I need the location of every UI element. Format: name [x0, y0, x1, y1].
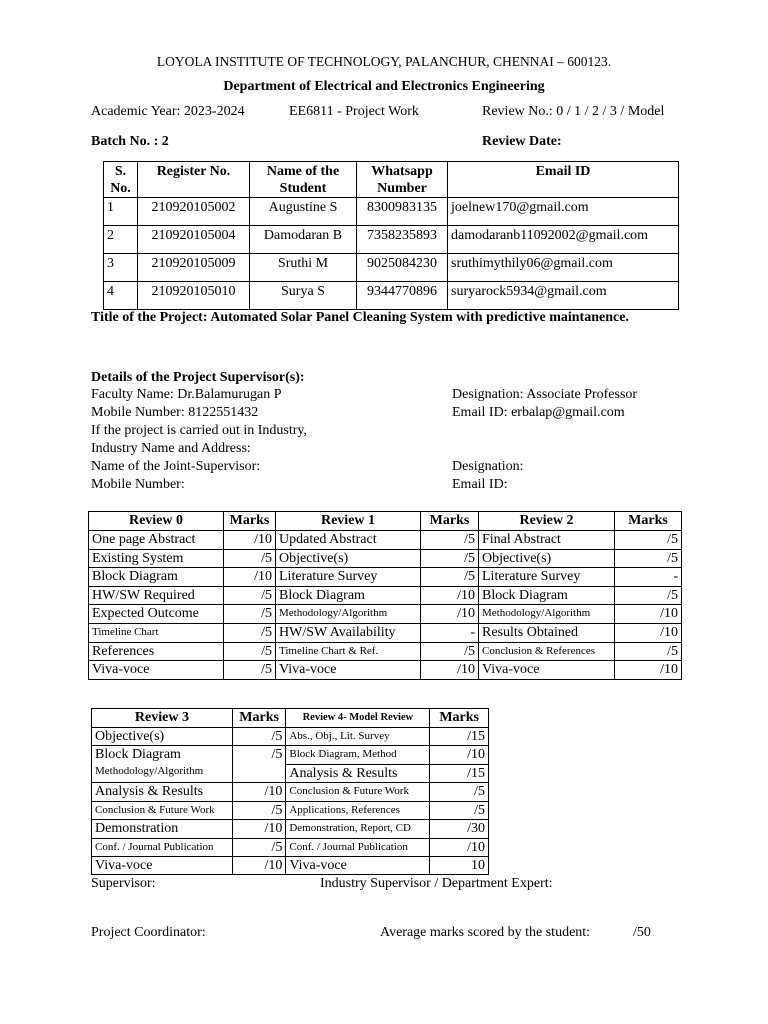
criterion-line: Block Diagram [95, 747, 181, 763]
project-title: Title of the Project: Automated Solar Panel Cleaning System with predictive maintanence. [91, 310, 629, 325]
review-table-0-1-2 [88, 511, 682, 680]
criterion: Viva-voce [276, 661, 421, 680]
cell-phone: 7358235893 [357, 226, 448, 254]
criterion: Objective(s) [276, 549, 421, 568]
criterion: One page Abstract [89, 531, 224, 550]
criterion: Methodology/Algorithm [479, 605, 615, 624]
marks: /5 [421, 549, 479, 568]
table-row [92, 838, 489, 856]
table-row [89, 568, 682, 587]
marks: /5 [232, 838, 285, 856]
header-marks: Marks [224, 512, 276, 531]
cell-register: 210920105009 [138, 254, 250, 282]
table-row [89, 623, 682, 642]
criterion: Block Diagram, Method [286, 746, 430, 765]
criterion: Abs., Obj., Lit. Survey [286, 728, 430, 746]
criterion: Methodology/Algorithm [276, 605, 421, 624]
review-number: Review No.: 0 / 1 / 2 / 3 / Model [482, 104, 665, 119]
marks: /10 [430, 746, 489, 765]
header-review-model: Review 4- Model Review [286, 709, 430, 728]
coordinator-label: Project Coordinator: [91, 925, 206, 940]
criterion: Viva-voce [92, 856, 233, 874]
criterion: Objective(s) [479, 549, 615, 568]
marks: /5 [224, 586, 276, 605]
table-row [104, 198, 679, 226]
faculty-mobile: Mobile Number: 8122551432 [91, 405, 259, 420]
student-table-header [104, 162, 679, 198]
table-row [92, 783, 489, 801]
criterion: Analysis & Results [92, 783, 233, 801]
marks: /5 [615, 642, 682, 661]
supervisor-signature-label: Supervisor: [91, 876, 156, 891]
average-marks-total: /50 [633, 925, 651, 940]
marks: - [615, 568, 682, 587]
criterion: Viva-voce [89, 661, 224, 680]
criterion-line: Methodology/Algorithm [95, 765, 204, 778]
header-whatsapp: Whatsapp Number [357, 162, 448, 198]
criterion: Final Abstract [479, 531, 615, 550]
cell-email: suryarock5934@gmail.com [448, 282, 679, 310]
criterion: Block Diagram [276, 586, 421, 605]
header-student-name: Name of the Student [250, 162, 357, 198]
marks: /5 [224, 623, 276, 642]
header-review-3: Review 3 [92, 709, 233, 728]
criterion: Timeline Chart [89, 623, 224, 642]
marks: /15 [430, 728, 489, 746]
header-marks: Marks [615, 512, 682, 531]
marks: /5 [224, 642, 276, 661]
marks: /5 [232, 801, 285, 819]
cell-register: 210920105010 [138, 282, 250, 310]
table-row [92, 856, 489, 874]
marks: /15 [430, 764, 489, 783]
marks: /5 [224, 605, 276, 624]
cell-register: 210920105002 [138, 198, 250, 226]
review-date: Review Date: [482, 134, 562, 149]
header-register-no: Register No. [138, 162, 250, 198]
table-row [89, 549, 682, 568]
cell-sno: 1 [104, 198, 138, 226]
criterion: Timeline Chart & Ref. [276, 642, 421, 661]
joint-supervisor-mobile: Mobile Number: [91, 477, 185, 492]
table-row [104, 254, 679, 282]
marks: - [421, 623, 479, 642]
criterion: Viva-voce [479, 661, 615, 680]
cell-sno: 3 [104, 254, 138, 282]
cell-name: Sruthi M [250, 254, 357, 282]
marks: /10 [232, 783, 285, 801]
criterion: Conf. / Journal Publication [286, 838, 430, 856]
marks: /10 [615, 661, 682, 680]
criterion: Block Diagram [479, 586, 615, 605]
criterion: Literature Survey [276, 568, 421, 587]
criterion: Literature Survey [479, 568, 615, 587]
table-row [89, 605, 682, 624]
cell-phone: 9025084230 [357, 254, 448, 282]
criterion: Existing System [89, 549, 224, 568]
table-row [104, 282, 679, 310]
criterion: Expected Outcome [89, 605, 224, 624]
review-table-header [92, 709, 489, 728]
criterion: Conclusion & Future Work [286, 783, 430, 801]
table-row [92, 728, 489, 746]
joint-supervisor-name: Name of the Joint-Supervisor: [91, 459, 261, 474]
marks: /5 [430, 801, 489, 819]
cell-phone: 8300983135 [357, 198, 448, 226]
marks: /5 [615, 586, 682, 605]
criterion: Applications, References [286, 801, 430, 819]
marks: /10 [224, 568, 276, 587]
cell-sno: 2 [104, 226, 138, 254]
average-marks-label: Average marks scored by the student: [380, 925, 591, 940]
industry-name: Industry Name and Address: [91, 441, 251, 456]
marks: /10 [430, 838, 489, 856]
table-row [89, 531, 682, 550]
criterion: Viva-voce [286, 856, 430, 874]
marks: /10 [224, 531, 276, 550]
cell-register: 210920105004 [138, 226, 250, 254]
criterion: Conf. / Journal Publication [92, 838, 233, 856]
criterion: Block Diagram [89, 568, 224, 587]
criterion: Updated Abstract [276, 531, 421, 550]
student-table [103, 161, 679, 310]
cell-phone: 9344770896 [357, 282, 448, 310]
review-table-3-model [91, 708, 489, 875]
supervisor-heading: Details of the Project Supervisor(s): [91, 370, 305, 385]
cell-name: Augustine S [250, 198, 357, 226]
marks: /5 [232, 746, 285, 783]
marks: /5 [430, 783, 489, 801]
marks: 10 [430, 856, 489, 874]
criterion: Conclusion & References [479, 642, 615, 661]
marks: /5 [421, 568, 479, 587]
header-review-1: Review 1 [276, 512, 421, 531]
cell-email: sruthimythily06@gmail.com [448, 254, 679, 282]
marks: /5 [224, 549, 276, 568]
table-row [89, 586, 682, 605]
institute-name: LOYOLA INSTITUTE OF TECHNOLOGY, PALANCHUR, CHENNAI – 600123. [156, 54, 612, 69]
cell-email: joelnew170@gmail.com [448, 198, 679, 226]
marks: /5 [421, 642, 479, 661]
criterion: Objective(s) [92, 728, 233, 746]
table-row [92, 746, 489, 765]
batch-number: Batch No. : 2 [91, 134, 169, 149]
marks: /5 [615, 531, 682, 550]
industry-note: If the project is carried out in Industry, [91, 423, 308, 438]
marks: /10 [421, 605, 479, 624]
marks: /5 [615, 549, 682, 568]
faculty-designation: Designation: Associate Professor [452, 387, 638, 402]
header-sno: S. No. [104, 162, 138, 198]
header-marks: Marks [430, 709, 489, 728]
header-marks: Marks [232, 709, 285, 728]
cell-name: Damodaran B [250, 226, 357, 254]
table-row [104, 226, 679, 254]
header-review-0: Review 0 [89, 512, 224, 531]
criterion: Demonstration, Report, CD [286, 820, 430, 838]
table-row [89, 661, 682, 680]
course-code: EE6811 - Project Work [289, 104, 419, 119]
marks: /10 [615, 605, 682, 624]
cell-name: Surya S [250, 282, 357, 310]
marks: /10 [421, 661, 479, 680]
academic-year: Academic Year: 2023-2024 [91, 104, 245, 119]
cell-sno: 4 [104, 282, 138, 310]
marks: /10 [232, 820, 285, 838]
criterion: HW/SW Availability [276, 623, 421, 642]
marks: /5 [421, 531, 479, 550]
marks: /10 [232, 856, 285, 874]
table-row [92, 820, 489, 838]
criterion: Results Obtained [479, 623, 615, 642]
criterion: Conclusion & Future Work [92, 801, 233, 819]
joint-supervisor-designation: Designation: [452, 459, 524, 474]
marks: /10 [421, 586, 479, 605]
marks: /5 [224, 661, 276, 680]
marks: /5 [232, 728, 285, 746]
criterion: References [89, 642, 224, 661]
header-email: Email ID [448, 162, 679, 198]
cell-email: damodaranb11092002@gmail.com [448, 226, 679, 254]
header-review-2: Review 2 [479, 512, 615, 531]
review-table-header [89, 512, 682, 531]
criterion [92, 746, 233, 783]
criterion: HW/SW Required [89, 586, 224, 605]
criterion: Analysis & Results [286, 764, 430, 783]
marks: /30 [430, 820, 489, 838]
faculty-email: Email ID: erbalap@gmail.com [452, 405, 625, 420]
header-marks: Marks [421, 512, 479, 531]
department-name: Department of Electrical and Electronics Engineering [223, 79, 545, 94]
table-row [92, 801, 489, 819]
table-row [89, 642, 682, 661]
marks: /10 [615, 623, 682, 642]
faculty-name: Faculty Name: Dr.Balamurugan P [91, 387, 282, 402]
industry-expert-label: Industry Supervisor / Department Expert: [320, 876, 553, 891]
joint-supervisor-email: Email ID: [452, 477, 508, 492]
criterion: Demonstration [92, 820, 233, 838]
